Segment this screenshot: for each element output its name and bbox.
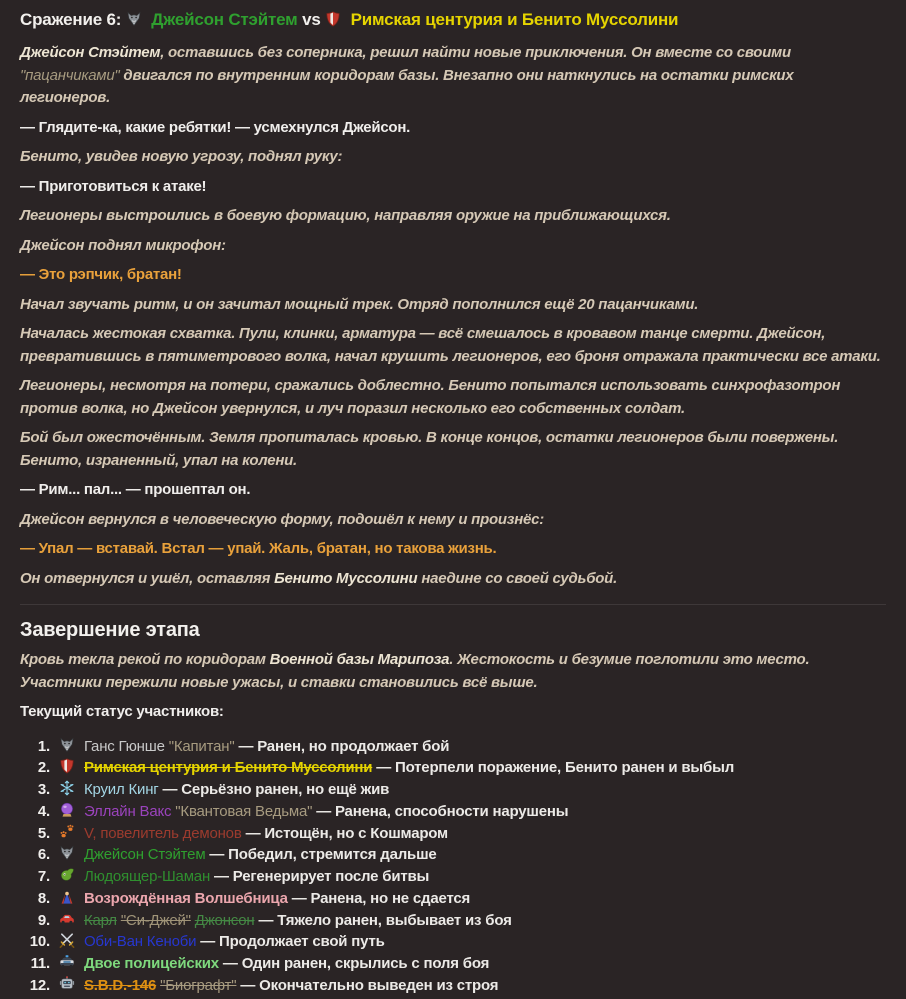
participant-name: V, повелитель демонов	[83, 824, 242, 842]
participant-row	[20, 888, 886, 910]
status-list-heading: Текущий статус участников:	[20, 703, 224, 720]
participant-name: Людоящер-Шаман	[83, 868, 211, 885]
participant-row	[20, 844, 886, 866]
dialogue-line: — Глядите-ка, какие ребятки! — усмехнулся Джейсон.	[20, 118, 411, 136]
section-divider	[20, 604, 886, 605]
wolf-icon	[126, 11, 143, 27]
participant-nickname: "Квантовая Ведьма"	[175, 802, 313, 820]
location-name: Военной базы Марипоза	[269, 651, 450, 668]
participant-number: 8.	[37, 889, 50, 907]
snowflake-icon	[59, 780, 76, 796]
participant-number: 10.	[29, 933, 50, 951]
participant-status: — Ранена, способности нарушены	[316, 802, 569, 820]
participant-number: 3.	[37, 781, 50, 798]
ending-paragraph: Кровь текла рекой по коридорам Военной базы Марипоза. Жестокость и безумие поглотили это место. Участники пережили новые ужасы, и ставки становились всё выше.	[20, 651, 810, 691]
participant-number: 7.	[37, 868, 50, 885]
participant-number: 2.	[37, 759, 50, 777]
participant-number: 1.	[37, 737, 50, 755]
participant-status: — Ранена, но не сдается	[291, 889, 471, 907]
participant-name: Римская центурия и Бенито Муссолини	[83, 759, 373, 777]
dialogue-line: — Рим... пал... — прошептал он.	[20, 481, 251, 498]
participant-number: 11.	[30, 955, 50, 972]
mage-icon	[59, 889, 76, 905]
story-paragraph: Бой был ожесточённым. Земля пропиталась кровью. В конце концов, остатки легионеров были повержены. Бенито, израненный, упал на колени.	[20, 429, 839, 469]
participant-row	[20, 975, 886, 997]
dialogue-line: — Приготовиться к атаке!	[20, 177, 207, 195]
participant-status: — Регенерирует после битвы	[214, 868, 430, 885]
participant-status: — Тяжело ранен, выбывает из боя	[258, 911, 512, 929]
participant-status: — Один ранен, скрылись с поля боя	[222, 955, 490, 972]
participant-nickname: "Капитан"	[168, 737, 235, 755]
participant-status: — Победил, стремится дальше	[209, 846, 437, 864]
battle-title	[20, 10, 886, 30]
story-paragraph: Он отвернулся и ушёл, оставляя Бенито Муссолини наедине со своей судьбой.	[20, 569, 617, 587]
participant-name: Джейсон Стэйтем	[83, 846, 206, 864]
paw-prints-icon	[59, 824, 76, 840]
participant-name: Круил Кинг	[83, 781, 159, 798]
quoted-nickname: "пацанчиками"	[20, 66, 120, 84]
shield-icon	[59, 758, 76, 774]
participant-row	[20, 823, 886, 845]
vs-label: vs	[302, 10, 321, 29]
participant-name: S.B.D.-146	[83, 976, 157, 994]
participant-name: Двое полицейских	[83, 955, 219, 972]
participant-number: 6.	[37, 846, 50, 864]
participant-status: — Серьёзно ранен, но ещё жив	[162, 781, 390, 798]
participant-nickname: "Си-Джей"	[120, 911, 191, 929]
page	[20, 10, 886, 997]
participant-status: — Окончательно выведен из строя	[240, 976, 499, 994]
wolf-icon	[59, 737, 76, 753]
dialogue-line-orange: — Это рэпчик, братан!	[20, 266, 182, 283]
participant-number: 4.	[37, 802, 50, 820]
stage-heading: Завершение этапа	[20, 619, 200, 641]
car-icon	[59, 911, 76, 927]
participant-name: Джонсон	[194, 911, 255, 929]
character-name: Бенито Муссолини	[274, 569, 418, 587]
participant-nickname: "Биографт"	[160, 976, 237, 994]
story-paragraph: Начал звучать ритм, и он зачитал мощный трек. Отряд пополнился ещё 20 пацанчиками.	[20, 295, 699, 313]
participant-name: Возрождённая Волшебница	[83, 889, 288, 907]
fighter2-name: Римская центурия и Бенито Муссолини	[350, 10, 679, 29]
participant-row	[20, 801, 886, 823]
fighter1-name: Джейсон Стэйтем	[151, 10, 298, 29]
participant-status: — Продолжает свой путь	[200, 933, 385, 951]
participant-number: 9.	[37, 911, 50, 929]
participant-row	[20, 779, 886, 801]
participant-name: Эллайн Вакс	[83, 802, 172, 820]
character-name: Джейсон Стэйтем	[20, 44, 161, 61]
story-paragraph: Началась жестокая схватка. Пули, клинки, арматура — всё смешалось в кровавом танце смерти. Джейсон, превратившись в пятиметрового волка, начал крушить легионеров, его броня отражала практически все атаки.	[20, 325, 881, 365]
participant-name: Оби-Ван Кеноби	[83, 933, 197, 951]
participant-row	[20, 866, 886, 888]
story-paragraph: Джейсон поднял микрофон:	[20, 236, 226, 254]
dialogue-line-orange: — Упал — вставай. Встал — упай. Жаль, братан, но такова жизнь.	[20, 540, 497, 557]
participants-list	[20, 736, 886, 997]
lizard-icon	[59, 867, 76, 883]
story-paragraph: Джейсон Стэйтем, оставшись без соперника, решил найти новые приключения. Он вместе со своими "пацанчиками" двигался по внутренним коридорам базы. Внезапно они наткнулись на остатки римских легионеров.	[20, 44, 794, 106]
participant-status: — Истощён, но с Кошмаром	[245, 824, 448, 842]
participant-row	[20, 736, 886, 758]
battle-title-prefix: Сражение 6:	[20, 10, 122, 29]
robot-icon	[59, 976, 76, 992]
participant-row	[20, 953, 886, 975]
participant-name: Ганс Гюнше	[83, 737, 165, 755]
police-car-icon	[59, 954, 76, 970]
participant-row	[20, 910, 886, 932]
story-paragraph: Бенито, увидев новую угрозу, поднял руку:	[20, 148, 343, 165]
participant-status: — Ранен, но продолжает бой	[238, 737, 450, 755]
crystal-ball-icon	[59, 802, 76, 818]
participant-number: 12.	[29, 976, 50, 994]
stage-ending-section	[20, 619, 886, 724]
shield-icon	[325, 11, 342, 27]
participant-name: Карл	[83, 911, 117, 929]
participant-status: — Потерпели поражение, Бенито ранен и выбыл	[376, 759, 735, 777]
participant-row	[20, 757, 886, 779]
battle-story	[20, 42, 886, 590]
story-paragraph: Джейсон вернулся в человеческую форму, подошёл к нему и произнёс:	[20, 510, 544, 528]
crossed-swords-icon	[59, 932, 76, 948]
wolf-icon	[59, 845, 76, 861]
story-paragraph: Легионеры выстроились в боевую формацию, направляя оружие на приближающихся.	[20, 207, 671, 224]
story-paragraph: Легионеры, несмотря на потери, сражались доблестно. Бенито попытался использовать синхрофазотрон против волка, но Джейсон увернулся, и луч поразил несколько его собственных солдат.	[20, 377, 841, 417]
participant-number: 5.	[37, 824, 50, 842]
participant-row	[20, 931, 886, 953]
